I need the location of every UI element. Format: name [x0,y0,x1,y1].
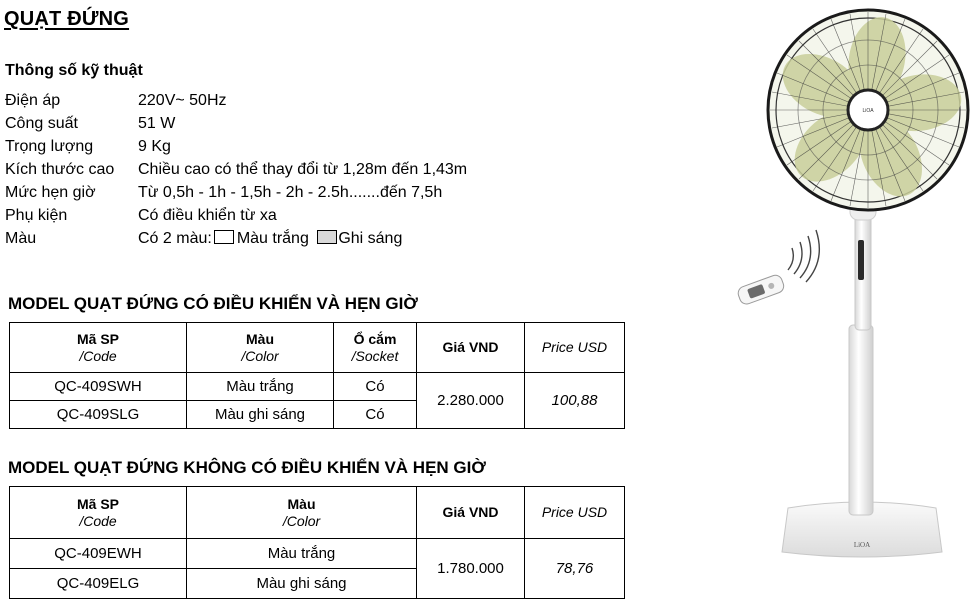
spec-value [138,228,402,250]
page-title: QUẠT ĐỨNG [4,8,130,30]
product-code: QC-409SWH [10,373,187,401]
spec-value: 51 W [138,115,176,132]
fan-lower-pole [849,325,873,515]
product-socket: Có [334,373,417,401]
table-row [10,539,625,569]
header-label: Mã SP [76,330,119,347]
header-price-usd [525,487,625,539]
spec-value: 9 Kg [138,138,171,155]
header-sublabel: /Socket [351,347,399,364]
spec-value: 220V~ 50Hz [138,92,227,109]
header-sublabel: /Code [79,512,117,529]
product-color: Màu trắng [187,373,334,401]
header-label: Màu [287,495,316,512]
table-header-row [10,323,625,373]
header-socket [334,323,417,373]
spec-label: Phụ kiện [5,207,68,224]
header-sublabel: /Color [241,347,279,364]
price-vnd: 2.280.000 [417,373,525,429]
spec-label: Điện áp [5,92,61,109]
product-color: Màu ghi sáng [187,401,334,429]
hub-brand-logo: LiOA [862,108,874,114]
spec-value: Từ 0,5h - 1h - 1,5h - 2h - 2.5h.......đến 7,5h [138,184,443,201]
spec-label: Trọng lượng [5,138,94,155]
product-color: Màu ghi sáng [187,569,417,599]
product-code: QC-409ELG [10,569,187,599]
product-code: QC-409EWH [10,539,187,569]
header-label: Price USD [541,339,608,355]
spec-label: Màu [5,230,37,247]
table-row [10,373,625,401]
color-option-grey: Ghi sáng [338,230,403,247]
product-code: QC-409SLG [10,401,187,429]
spec-value: Có điều khiển từ xa [138,207,277,224]
header-label: Màu [246,330,274,347]
fan-head [768,10,968,210]
header-price-vnd [417,323,525,373]
header-color [187,323,334,373]
spec-label: Công suất [5,115,78,132]
price-usd: 100,88 [525,373,625,429]
header-label: Ổ cắm [353,330,397,347]
white-swatch [214,230,234,244]
control-panel [858,240,864,280]
header-code [10,323,187,373]
specs-heading: Thông số kỹ thuật [5,62,143,79]
signal-waves-icon [788,230,819,282]
section2-title: MODEL QUẠT ĐỨNG KHÔNG CÓ ĐIỀU KHIỂN VÀ HẸN GIỜ [8,458,486,477]
color-option-white: Màu trắng [236,230,309,247]
color-prefix: Có 2 màu: [138,230,212,247]
header-label: Mã SP [76,495,119,512]
price-vnd: 1.780.000 [417,539,525,599]
header-sublabel: /Color [282,512,321,529]
header-label: Price USD [541,504,608,520]
light-grey-swatch [317,230,337,244]
remote-control [736,273,785,306]
table-header-row [10,487,625,539]
header-price-vnd [417,487,525,539]
product-color: Màu trắng [187,539,417,569]
header-code [10,487,187,539]
price-usd: 78,76 [525,539,625,599]
header-label: Giá VND [442,339,499,355]
standing-fan-image [700,0,973,606]
section1-title: MODEL QUẠT ĐỨNG CÓ ĐIỀU KHIỂN VÀ HẸN GIỜ [8,294,418,313]
spec-label: Kích thước cao [5,161,115,178]
section1-table [9,322,625,429]
header-label: Giá VND [442,504,499,520]
base-brand-logo: LiOA [853,541,871,549]
spec-label: Mức hẹn giờ [5,184,96,201]
product-socket: Có [334,401,417,429]
header-price-usd [525,323,625,373]
section2-table [9,486,625,599]
header-sublabel: /Code [79,347,117,364]
spec-value: Chiều cao có thể thay đổi từ 1,28m đến 1,43m [138,161,468,178]
header-color [187,487,417,539]
